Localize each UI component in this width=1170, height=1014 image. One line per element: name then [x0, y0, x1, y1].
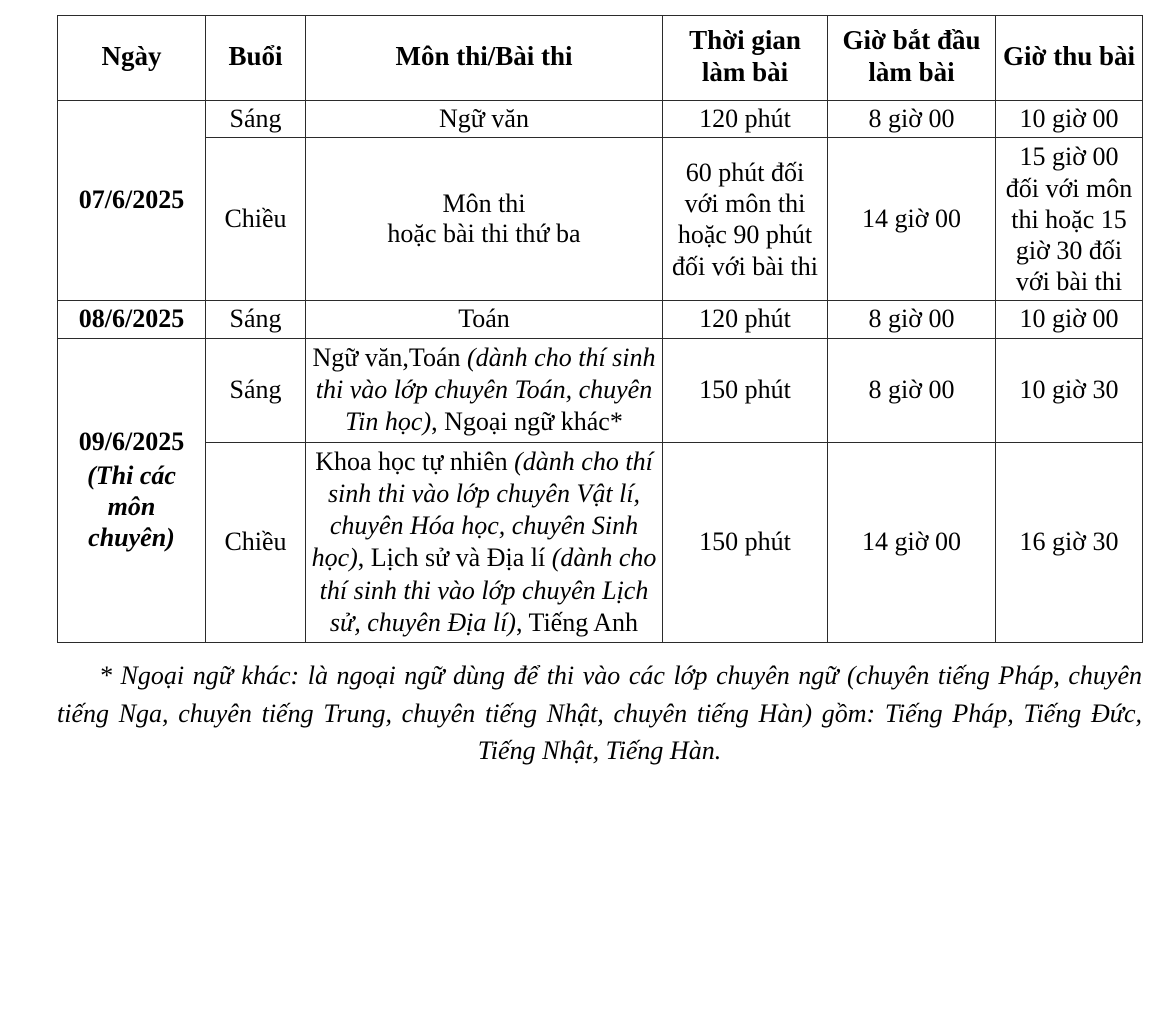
subject-list — [311, 446, 657, 639]
date-value: 09/6/2025 — [78, 427, 185, 457]
subject-list — [311, 342, 657, 439]
table-row — [58, 138, 1143, 301]
cell-session: Chiều — [206, 138, 306, 301]
duration-value: 60 phút đối với môn thi hoặc 90 phút đối với bài thi — [672, 157, 818, 281]
subject-item-3: Ngoại ngữ khác* — [444, 407, 623, 437]
column-header-date: Ngày — [58, 16, 206, 101]
subject-line-2: hoặc bài thi thứ ba — [387, 219, 581, 249]
cell-session: Chiều — [206, 442, 306, 642]
subject-item-1: Ngữ văn, — [312, 343, 409, 372]
subject-lines — [311, 189, 657, 250]
date-value: 07/6/2025 — [78, 185, 185, 215]
table-row — [58, 100, 1143, 138]
subject-item-2-tail: , — [515, 607, 523, 637]
cell-collect-time: 10 giờ 30 — [996, 339, 1143, 443]
subject-item-2-note: (dành cho thí sinh thi vào lớp chuyên Lịch sử, chuyên Địa lí) — [319, 543, 657, 637]
cell-session: Sáng — [206, 100, 306, 138]
cell-start-time: 8 giờ 00 — [828, 301, 996, 339]
cell-collect-time — [996, 138, 1143, 301]
cell-collect-time: 10 giờ 00 — [996, 100, 1143, 138]
cell-subject: Ngữ văn — [306, 100, 663, 138]
cell-start-time: 14 giờ 00 — [828, 442, 996, 642]
subject-item-2-tail: , — [431, 407, 438, 437]
subject-item-1: Khoa học tự nhiên — [315, 446, 515, 476]
cell-subject — [306, 442, 663, 642]
cell-duration: 120 phút — [663, 100, 828, 138]
subject-item-2: Lịch sử và Địa lí — [370, 543, 552, 573]
cell-duration: 150 phút — [663, 339, 828, 443]
cell-subject — [306, 138, 663, 301]
subject-item-1-tail: , — [357, 543, 365, 573]
column-header-collecttime: Giờ thu bài — [996, 16, 1143, 101]
collect-time-value: 15 giờ 00 đối với môn thi hoặc 15 giờ 30 đối với bài thi — [1005, 142, 1133, 297]
cell-session: Sáng — [206, 339, 306, 443]
date-value: 08/6/2025 — [78, 304, 185, 334]
cell-duration: 120 phút — [663, 301, 828, 339]
table-row — [58, 442, 1143, 642]
cell-duration — [663, 138, 828, 301]
column-header-duration: Thời gian làm bài — [663, 16, 828, 101]
table-header — [58, 16, 1143, 101]
subject-line-1: Môn thi — [442, 188, 526, 218]
subject-item-2: Toán — [408, 343, 468, 372]
table-body — [58, 100, 1143, 642]
cell-subject: Toán — [306, 301, 663, 339]
cell-session: Sáng — [206, 301, 306, 339]
cell-start-time: 8 giờ 00 — [828, 339, 996, 443]
cell-date-0806 — [58, 301, 206, 339]
cell-collect-time: 16 giờ 30 — [996, 442, 1143, 642]
subject-item-1-note: (dành cho thí sinh thi vào lớp chuyên Vật lí, chuyên Hóa học, chuyên Sinh học) — [311, 446, 653, 573]
table-row — [58, 339, 1143, 443]
exam-schedule-table — [57, 15, 1143, 643]
cell-date-0906 — [58, 339, 206, 643]
column-header-starttime: Giờ bắt đầu làm bài — [828, 16, 996, 101]
cell-subject — [306, 339, 663, 443]
cell-collect-time: 10 giờ 00 — [996, 301, 1143, 339]
footnote-text: * Ngoại ngữ khác: là ngoại ngữ dùng để thi vào các lớp chuyên ngữ (chuyên tiếng Pháp, chuyên tiếng Nga, chuyên tiếng Trung, chuyên tiếng Nhật, chuyên tiếng Hàn) gồm: Tiếng Pháp, Tiếng Đức, Tiếng Nhật, Tiếng Hàn. — [57, 661, 1142, 766]
cell-start-time: 8 giờ 00 — [828, 100, 996, 138]
table-row — [58, 301, 1143, 339]
column-header-subject: Môn thi/Bài thi — [306, 16, 663, 101]
date-note: (Thi các môn chuyên) — [87, 461, 176, 553]
footnote-other-language — [57, 657, 1142, 770]
cell-start-time: 14 giờ 00 — [828, 138, 996, 301]
subject-item-3: Tiếng Anh — [528, 607, 639, 637]
column-header-session: Buổi — [206, 16, 306, 101]
subject-item-2-note: (dành cho thí sinh thi vào lớp chuyên Toán, chuyên Tin học) — [315, 343, 656, 437]
cell-date-0706 — [58, 100, 206, 301]
cell-duration: 150 phút — [663, 442, 828, 642]
table-header-row — [58, 16, 1143, 101]
